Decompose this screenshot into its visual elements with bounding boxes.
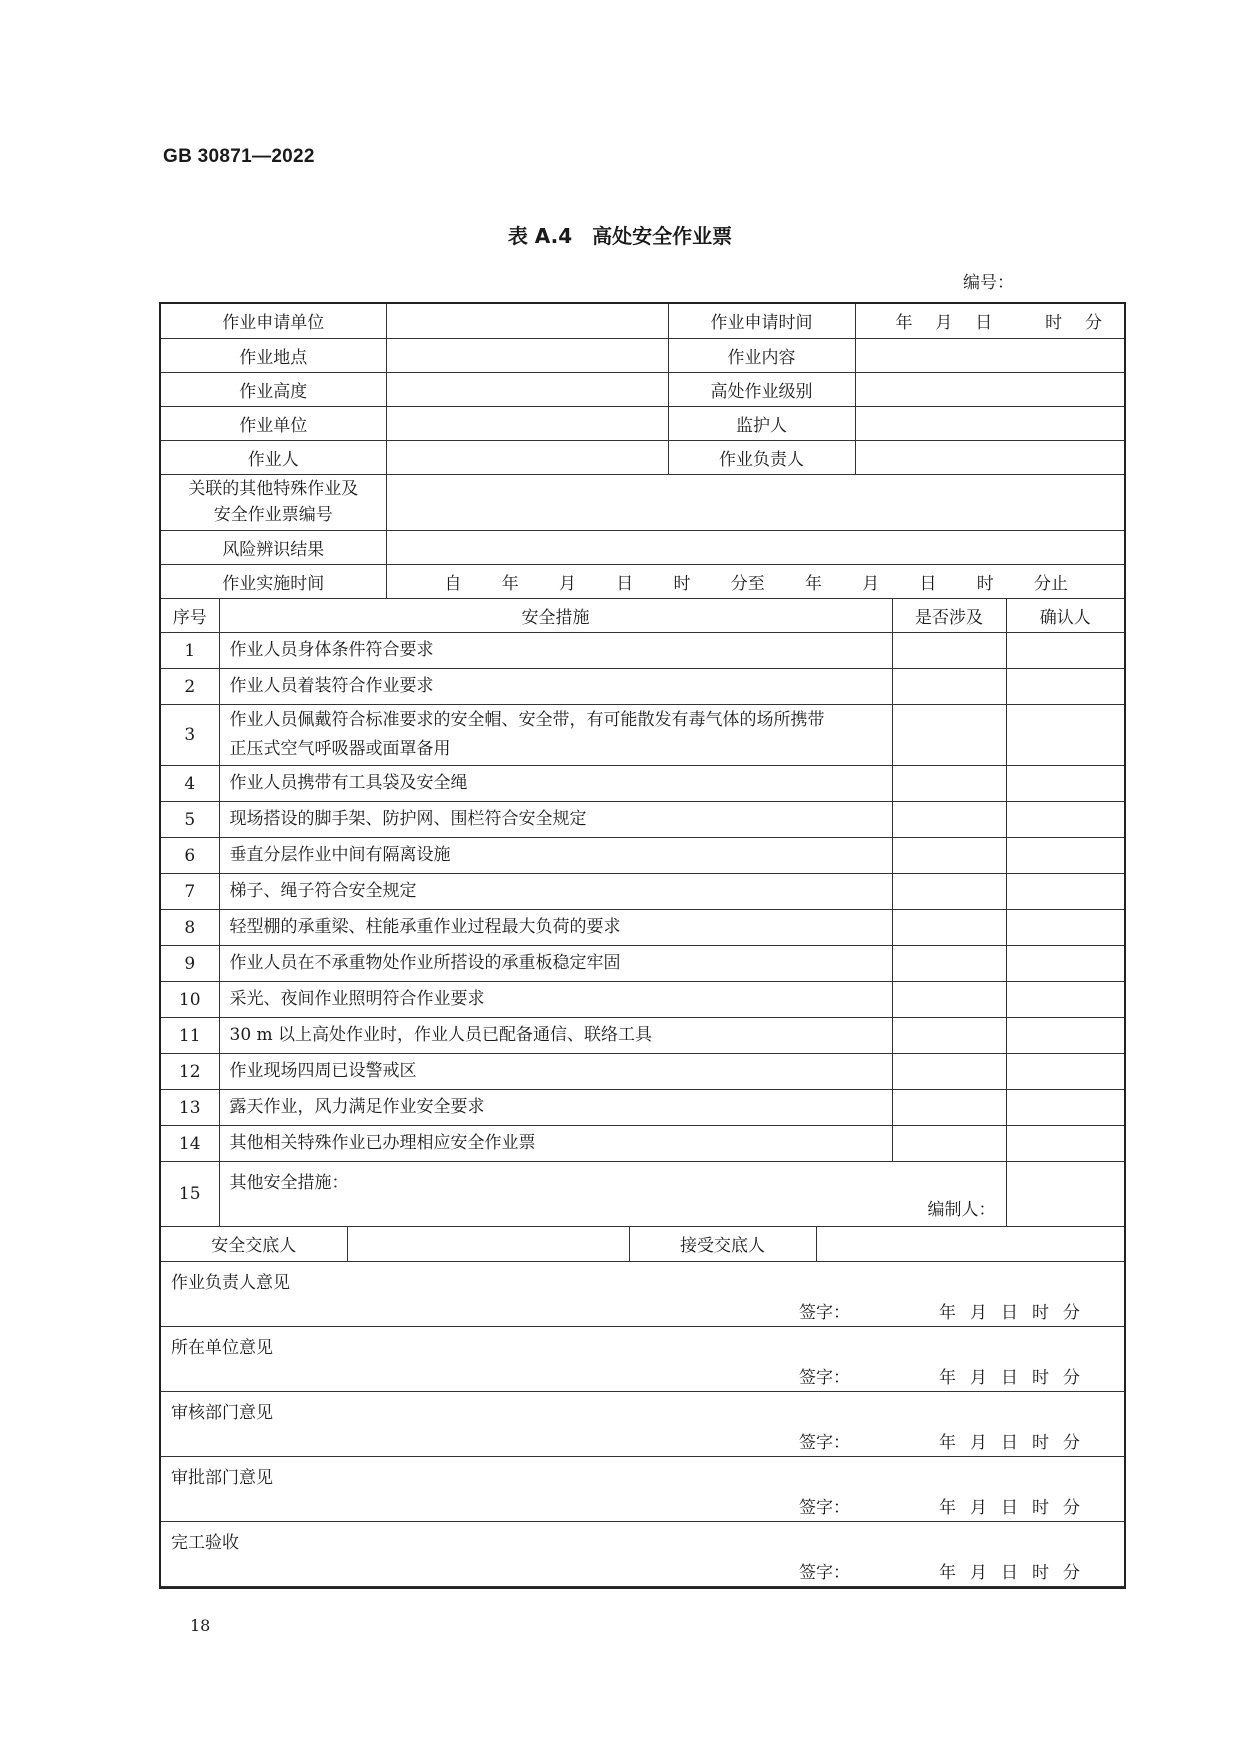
opinion-date-part: 月 (970, 1432, 987, 1453)
opinion-date-part: 月 (970, 1562, 987, 1583)
receiver-label: 接受交底人 (629, 1227, 816, 1261)
risk-field[interactable] (386, 530, 1124, 564)
worker-label: 作业人 (161, 440, 386, 474)
measure-row (161, 669, 1124, 705)
measure-text-line1: 露天作业，风力满足作业安全要求 (229, 1097, 485, 1117)
opinion-date-part: 时 (1032, 1562, 1049, 1583)
giver-label: 安全交底人 (161, 1227, 347, 1261)
apply-minute: 分 (1085, 313, 1102, 334)
signature-label: 签字： (799, 1432, 850, 1453)
measure-text-line2: 正压式空气呼吸器或面罩备用 (229, 739, 451, 759)
impl-hour1: 时 (673, 573, 691, 594)
measure-no-15: 15 (161, 1162, 219, 1227)
measure-row (161, 874, 1124, 910)
table-title: 表 A.4 高处安全作业票 (507, 224, 733, 248)
apply-unit-label: 作业申请单位 (161, 304, 386, 338)
measure-row (161, 946, 1124, 982)
apply-time-field[interactable] (855, 304, 1124, 338)
measure-text (219, 946, 892, 982)
measure-text (219, 1054, 892, 1090)
col-no-header: 序号 (161, 599, 219, 633)
col-involved-header: 是否涉及 (892, 599, 1006, 633)
guardian-field[interactable] (855, 406, 1124, 440)
opinion-date-part: 分 (1063, 1302, 1080, 1323)
measure-involved-cell[interactable] (892, 1126, 1006, 1162)
content-field[interactable] (855, 338, 1124, 372)
impl-day2: 日 (919, 573, 937, 594)
measure-row (161, 1126, 1124, 1162)
measure-no: 7 (161, 874, 219, 910)
opinion-date-part: 日 (1001, 1432, 1018, 1453)
opinion-date-part: 年 (939, 1302, 956, 1323)
measure-involved-cell[interactable] (892, 838, 1006, 874)
impl-time-label: 作业实施时间 (161, 564, 386, 598)
impl-day1: 日 (616, 573, 634, 594)
measure-text (219, 669, 892, 705)
opinion-date-part: 时 (1032, 1367, 1049, 1388)
measure-involved-cell[interactable] (892, 982, 1006, 1018)
opinion-cell[interactable] (161, 1262, 1124, 1327)
measure-involved-cell[interactable] (892, 946, 1006, 982)
measures-table (161, 599, 1124, 1228)
signature-label: 签字： (799, 1562, 850, 1583)
opinion-date-part: 日 (1001, 1497, 1018, 1518)
measure-text-line1: 垂直分层作业中间有隔离设施 (229, 845, 451, 865)
serial-number-label: 编号： (963, 273, 1014, 293)
measure-involved-cell[interactable] (892, 874, 1006, 910)
opinion-cell[interactable] (161, 1326, 1124, 1391)
opinion-row (161, 1521, 1124, 1586)
measure-row (161, 910, 1124, 946)
measure-confirm-cell[interactable] (1006, 910, 1124, 946)
measure-text-line1: 作业人员佩戴符合标准要求的安全帽、安全带，有可能散发有毒气体的场所携带 (229, 710, 825, 730)
measure-row (161, 982, 1124, 1018)
opinions-table (161, 1262, 1124, 1587)
opinion-date-part: 时 (1032, 1497, 1049, 1518)
receiver-field[interactable] (816, 1227, 1124, 1261)
page-number: 18 (190, 1616, 211, 1635)
measure-text (219, 1090, 892, 1126)
measure-involved-cell[interactable] (892, 633, 1006, 669)
opinion-row (161, 1456, 1124, 1521)
handover-table (161, 1227, 1124, 1262)
work-unit-field[interactable] (386, 406, 668, 440)
measure-involved-cell[interactable] (892, 705, 1006, 766)
impl-year2: 年 (805, 573, 822, 594)
measure-no: 8 (161, 910, 219, 946)
measure-text-line1: 其他相关特殊作业已办理相应安全作业票 (229, 1133, 536, 1153)
opinion-cell[interactable] (161, 1456, 1124, 1521)
measure-confirm-cell[interactable] (1006, 838, 1124, 874)
measure-confirm-cell[interactable] (1006, 1018, 1124, 1054)
worker-field[interactable] (386, 440, 668, 474)
impl-month1: 月 (559, 573, 576, 594)
measure-text-line1: 轻型棚的承重梁、柱能承重作业过程最大负荷的要求 (229, 917, 621, 937)
opinion-date (939, 1298, 1080, 1323)
location-field[interactable] (386, 338, 668, 372)
measure-text (219, 910, 892, 946)
measure-confirm-cell[interactable] (1006, 669, 1124, 705)
apply-unit-field[interactable] (386, 304, 668, 338)
opinion-date-part: 分 (1063, 1562, 1080, 1583)
measure-confirm-cell[interactable] (1006, 946, 1124, 982)
measure-row (161, 1018, 1124, 1054)
measure-confirm-cell[interactable] (1006, 1126, 1124, 1162)
opinion-date-part: 时 (1032, 1432, 1049, 1453)
opinion-rows (161, 1262, 1124, 1587)
opinion-date-part: 日 (1001, 1367, 1018, 1388)
signature-label: 签字： (799, 1367, 850, 1388)
measure-confirm-cell[interactable] (1006, 1090, 1124, 1126)
measure-text-line1: 作业人员在不承重物处作业所搭设的承重板稳定牢固 (229, 953, 621, 973)
height-field[interactable] (386, 372, 668, 406)
giver-field[interactable] (347, 1227, 629, 1261)
opinion-date-part: 分 (1063, 1432, 1080, 1453)
opinion-date-part: 年 (939, 1367, 956, 1388)
measure-text (219, 1018, 892, 1054)
measure-text (219, 1126, 892, 1162)
opinion-date-part: 月 (970, 1302, 987, 1323)
measure-confirm-cell[interactable] (1006, 874, 1124, 910)
measure-text-line1: 作业人员着装符合作业要求 (229, 676, 434, 696)
measure-involved-cell[interactable] (892, 802, 1006, 838)
leader-label: 作业负责人 (668, 440, 855, 474)
measure-no: 11 (161, 1018, 219, 1054)
apply-time-label: 作业申请时间 (668, 304, 855, 338)
opinion-date-part: 年 (939, 1497, 956, 1518)
signature-label: 签字： (799, 1302, 850, 1323)
measure-no: 10 (161, 982, 219, 1018)
leader-field[interactable] (855, 440, 1124, 474)
measure-no: 14 (161, 1126, 219, 1162)
measure-text (219, 874, 892, 910)
measure-row (161, 766, 1124, 802)
measure-confirm-cell[interactable] (1006, 1054, 1124, 1090)
measure-involved-cell[interactable] (892, 1018, 1006, 1054)
measure-row (161, 838, 1124, 874)
opinion-label: 作业负责人意见 (171, 1272, 290, 1293)
work-permit-form (159, 302, 1126, 1589)
measure-text (219, 838, 892, 874)
apply-year: 年 (895, 313, 913, 334)
measure-no: 13 (161, 1090, 219, 1126)
related-permits-field[interactable] (386, 474, 1124, 530)
opinion-date (939, 1428, 1080, 1453)
measure-text (219, 982, 892, 1018)
measure-involved-cell[interactable] (892, 766, 1006, 802)
impl-month2: 月 (862, 573, 880, 594)
info-table (161, 304, 1124, 599)
col-measure-header: 安全措施 (219, 599, 892, 633)
measure-confirm-cell[interactable] (1006, 633, 1124, 669)
measure-no: 3 (161, 705, 219, 766)
measure-no: 12 (161, 1054, 219, 1090)
measure-confirm-15[interactable] (1006, 1162, 1124, 1227)
opinion-date-part: 分 (1063, 1497, 1080, 1518)
measure-text-line1: 30 m 以上高处作业时，作业人员已配备通信、联络工具 (229, 1025, 653, 1045)
related-permits-label (161, 474, 386, 530)
impl-hour2: 时 (976, 573, 994, 594)
opinion-cell[interactable] (161, 1391, 1124, 1456)
measure-involved-cell[interactable] (892, 669, 1006, 705)
measure-involved-cell[interactable] (892, 1054, 1006, 1090)
related-permits-line1: 关联的其他特殊作业及 (188, 479, 359, 499)
measure-text-line1: 作业现场四周已设警戒区 (229, 1061, 417, 1081)
measure-row (161, 1090, 1124, 1126)
impl-year1: 年 (501, 573, 519, 594)
measure-text (219, 705, 892, 766)
impl-from: 自 (444, 573, 462, 594)
measure-no: 9 (161, 946, 219, 982)
opinion-date-part: 年 (939, 1432, 956, 1453)
standard-code: GB 30871—2022 (163, 146, 315, 167)
measure-confirm-cell[interactable] (1006, 766, 1124, 802)
measure-no: 6 (161, 838, 219, 874)
opinion-label: 所在单位意见 (171, 1337, 273, 1358)
measure-no: 5 (161, 802, 219, 838)
apply-hour: 时 (1045, 313, 1063, 334)
opinion-date-part: 月 (970, 1497, 987, 1518)
opinion-date-part: 日 (1001, 1562, 1018, 1583)
measure-row (161, 633, 1124, 669)
measure-confirm-cell[interactable] (1006, 982, 1124, 1018)
measure-text (219, 802, 892, 838)
related-permits-line2: 安全作业票编号 (213, 505, 333, 525)
opinion-cell[interactable] (161, 1521, 1124, 1586)
measure-involved-cell[interactable] (892, 910, 1006, 946)
measure-text-line1: 作业人员携带有工具袋及安全绳 (229, 773, 468, 793)
level-label: 高处作业级别 (668, 372, 855, 406)
apply-month: 月 (935, 313, 953, 334)
measure-text-line1: 现场搭设的脚手架、防护网、围栏符合安全规定 (229, 809, 587, 829)
measure-no: 4 (161, 766, 219, 802)
opinion-date (939, 1363, 1080, 1388)
opinion-label: 审批部门意见 (171, 1467, 273, 1488)
location-label: 作业地点 (161, 338, 386, 372)
measure-text-line1: 梯子、绳子符合安全规定 (229, 881, 417, 901)
impl-time-field[interactable] (386, 564, 1124, 598)
measure-confirm-cell[interactable] (1006, 802, 1124, 838)
content-label: 作业内容 (668, 338, 855, 372)
opinion-date-part: 日 (1001, 1302, 1018, 1323)
opinion-date (939, 1493, 1080, 1518)
level-field[interactable] (855, 372, 1124, 406)
opinion-row (161, 1326, 1124, 1391)
opinion-date-part: 时 (1032, 1302, 1049, 1323)
opinion-date-part: 月 (970, 1367, 987, 1388)
opinion-date (939, 1558, 1080, 1583)
measure-row (161, 705, 1124, 766)
opinion-label: 审核部门意见 (171, 1402, 273, 1423)
signature-label: 签字： (799, 1497, 850, 1518)
measure-row (161, 1054, 1124, 1090)
opinion-date-part: 年 (939, 1562, 956, 1583)
measure-text (219, 766, 892, 802)
apply-day: 日 (975, 313, 993, 334)
other-measures-cell[interactable] (219, 1162, 1006, 1227)
measure-text-line1: 作业人员身体条件符合要求 (229, 640, 434, 660)
measure-rows (161, 633, 1124, 1162)
measure-no: 1 (161, 633, 219, 669)
height-label: 作业高度 (161, 372, 386, 406)
measure-confirm-cell[interactable] (1006, 705, 1124, 766)
opinion-row (161, 1262, 1124, 1327)
work-unit-label: 作业单位 (161, 406, 386, 440)
measure-row (161, 802, 1124, 838)
impl-minute-to: 分至 (730, 573, 765, 594)
col-confirm-header: 确认人 (1006, 599, 1124, 633)
opinion-date-part: 分 (1063, 1367, 1080, 1388)
opinion-label: 完工验收 (171, 1532, 239, 1553)
guardian-label: 监护人 (668, 406, 855, 440)
impl-minute-end: 分止 (1034, 573, 1068, 594)
opinion-row (161, 1391, 1124, 1456)
measure-text-line1: 采光、夜间作业照明符合作业要求 (229, 989, 485, 1009)
author-label: 编制人： (927, 1200, 996, 1220)
measure-text (219, 633, 892, 669)
other-measures-label: 其他安全措施： (229, 1173, 349, 1193)
risk-label: 风险辨识结果 (161, 530, 386, 564)
measure-involved-cell[interactable] (892, 1090, 1006, 1126)
measure-no: 2 (161, 669, 219, 705)
